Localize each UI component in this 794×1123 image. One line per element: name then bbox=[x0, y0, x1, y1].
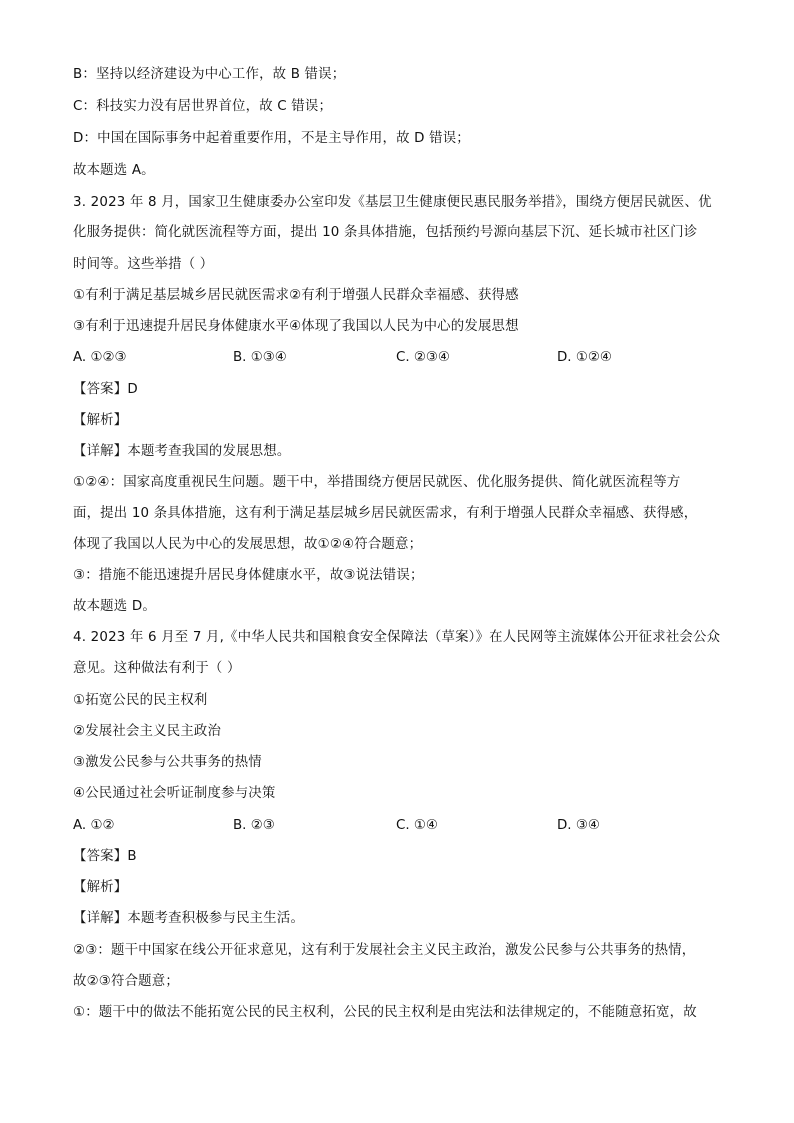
q4-detail-line-1: ②③：题干中国家在线公开征求意见，这有利于发展社会主义民主政治，激发公民参与公共事务的热情， bbox=[73, 943, 696, 958]
q4-option-c: C. ①④ bbox=[396, 818, 438, 833]
q4-statement-3: ③激发公民参与公共事务的热情 bbox=[73, 755, 262, 770]
q4-answer: 【答案】B bbox=[73, 849, 137, 864]
q3-option-c: C. ②③④ bbox=[396, 350, 450, 365]
q2-analysis-c: C：科技实力没有居世界首位，故 C 错误； bbox=[73, 99, 333, 114]
q3-option-b: B. ①③④ bbox=[233, 350, 287, 365]
q3-option-d: D. ①②④ bbox=[557, 350, 612, 365]
q3-detail-heading: 【详解】本题考查我国的发展思想。 bbox=[73, 444, 291, 459]
q3-answer: 【答案】D bbox=[73, 382, 138, 397]
q2-conclusion: 故本题选 A。 bbox=[73, 163, 155, 178]
q3-stem-line-2: 化服务提供：简化就医流程等方面，提出 10 条具体措施，包括预约号源向基层下沉、延长城市社区门诊 bbox=[73, 225, 698, 240]
q4-detail-line-3: ①：题干中的做法不能拓宽公民的民主权利，公民的民主权利是由宪法和法律规定的，不能随意拓宽，故 bbox=[73, 1005, 697, 1020]
q3-statements-1-2: ①有利于满足基层城乡居民就医需求②有利于增强人民群众幸福感、获得感 bbox=[73, 288, 519, 303]
q4-detail-heading: 【详解】本题考查积极参与民主生活。 bbox=[73, 911, 305, 926]
q3-conclusion: 故本题选 D。 bbox=[73, 599, 156, 614]
q4-stem-line-2: 意见。这种做法有利于（ ） bbox=[73, 661, 241, 676]
q2-analysis-d: D：中国在国际事务中起着重要作用，不是主导作用，故 D 错误； bbox=[73, 131, 470, 146]
q4-detail-line-2: 故②③符合题意； bbox=[73, 974, 179, 989]
q4-stem-line-1: 4. 2023 年 6 月至 7 月,《中华人民共和国粮食安全保障法（草案）》在人民网等主流媒体公开征求社会公众 bbox=[73, 630, 721, 645]
q3-stem-line-3: 时间等。这些举措（ ） bbox=[73, 257, 214, 272]
q4-statement-4: ④公民通过社会听证制度参与决策 bbox=[73, 786, 276, 801]
q4-statement-1: ①拓宽公民的民主权利 bbox=[73, 693, 208, 708]
q2-analysis-b: B：坚持以经济建设为中心工作，故 B 错误； bbox=[73, 67, 346, 82]
q3-detail-line-2: 面，提出 10 条具体措施，这有利于满足基层城乡居民就医需求，有利于增强人民群众幸福感、获得感， bbox=[73, 506, 698, 521]
q3-option-a: A. ①②③ bbox=[73, 350, 127, 365]
q4-statement-2: ②发展社会主义民主政治 bbox=[73, 724, 222, 739]
q4-option-b: B. ②③ bbox=[233, 818, 275, 833]
q4-option-d: D. ③④ bbox=[557, 818, 600, 833]
q3-analysis-heading: 【解析】 bbox=[73, 413, 128, 428]
q3-detail-line-3: 体现了我国以人民为中心的发展思想，故①②④符合题意； bbox=[73, 537, 423, 552]
q4-option-a: A. ①② bbox=[73, 818, 115, 833]
q3-stem-line-1: 3. 2023 年 8 月，国家卫生健康委办公室印发《基层卫生健康便民惠民服务举措》，围绕方便居民就医、优 bbox=[73, 195, 712, 210]
q3-statements-3-4: ③有利于迅速提升居民身体健康水平④体现了我国以人民为中心的发展思想 bbox=[73, 319, 519, 334]
q4-analysis-heading: 【解析】 bbox=[73, 880, 128, 895]
q3-detail-line-1: ①②④：国家高度重视民生问题。题干中，举措围绕方便居民就医、优化服务提供、简化就医流程等方 bbox=[73, 475, 681, 490]
q3-detail-line-4: ③：措施不能迅速提升居民身体健康水平，故③说法错误； bbox=[73, 568, 424, 583]
